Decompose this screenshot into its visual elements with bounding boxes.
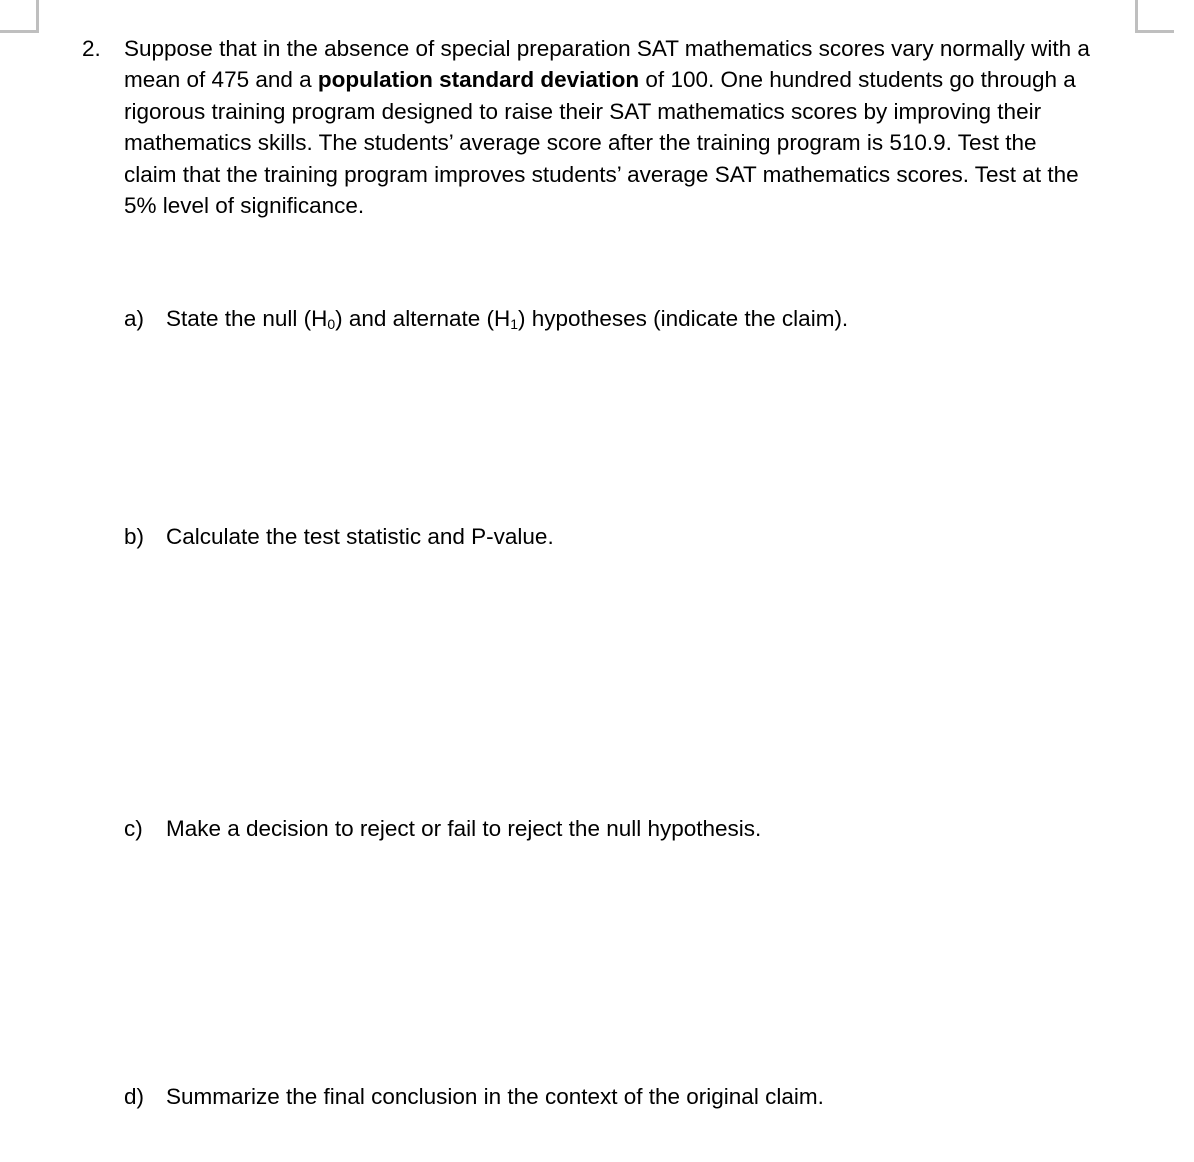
part-a-text: State the null $(H_0)$ and alternate $(H_1)$ hypotheses (indicate the claim). [166, 306, 849, 332]
crop-mark-left [0, 0, 39, 33]
crop-mark-right [1135, 0, 1174, 33]
part-d-label: d) [124, 1084, 145, 1109]
question-number: 2. [82, 36, 101, 61]
part-a-label: a) [124, 306, 145, 331]
question-text [124, 33, 1140, 221]
part-b [124, 522, 554, 552]
part-d [124, 1082, 824, 1112]
bold-term: population standard deviation [317, 67, 640, 93]
question-line: Suppose that in the absence of special preparation SAT mathematics scores vary normally with a [124, 36, 1090, 61]
part-d-text: Summarize the final conclusion in the context of the original claim. [166, 1084, 824, 1109]
question-line: claim that the training program improves students’ average SAT mathematics scores. Test at the [124, 161, 1079, 187]
subscript-zero: 0 [327, 316, 336, 332]
subscript-one: 1 [510, 316, 519, 332]
question-line: rigorous training program designed to raise their SAT mathematics scores by improving their [124, 98, 1042, 124]
question-line: 5% level of significance. [124, 193, 365, 219]
part-c-text: Make a decision to reject or fail to reject the null hypothesis. [166, 816, 762, 841]
part-c [124, 814, 761, 844]
part-b-label: b) [124, 524, 145, 549]
question-line: mathematics skills. The students’ average score after the training program is 510.9. Test the [124, 130, 1037, 156]
question-line: mean of 475 and a population standard deviation of 100. One hundred students go through a [124, 67, 1076, 93]
part-a [124, 304, 848, 339]
part-c-label: c) [124, 816, 143, 841]
part-b-text: Calculate the test statistic and P-value. [166, 524, 554, 549]
question-2 [82, 33, 1142, 221]
